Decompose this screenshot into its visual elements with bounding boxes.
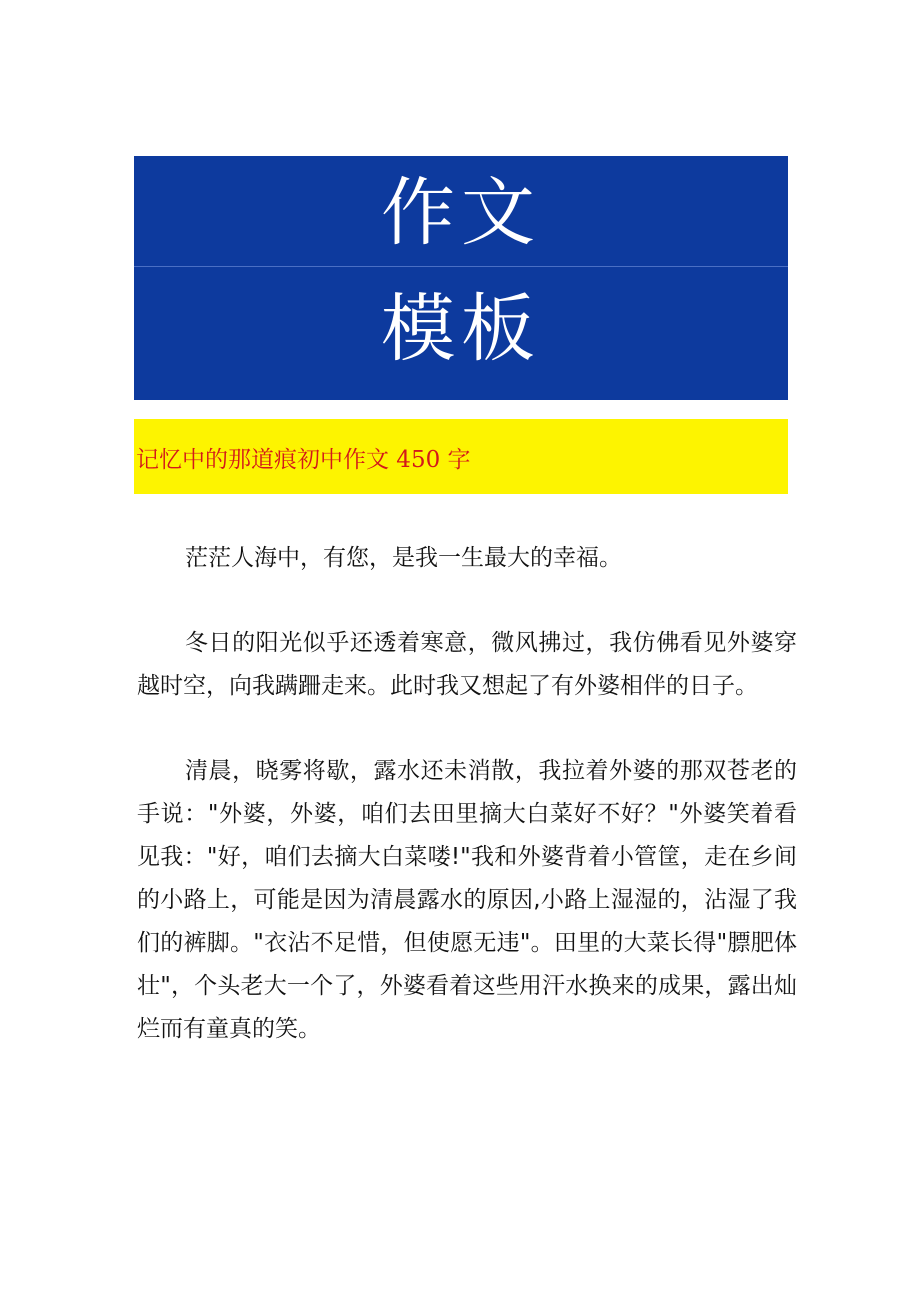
banner-title-line-2: 模板 (381, 286, 541, 372)
paragraph-1: 茫茫人海中，有您，是我一生最大的幸福。 (185, 545, 622, 571)
article-body (137, 537, 797, 1093)
paragraph-2: 冬日的阳光似乎还透着寒意，微风拂过，我仿佛看见外婆穿越时空，向我蹒跚走来。此时我又想起了有外婆相伴的日子。 (137, 630, 797, 699)
paragraph-3: 清晨，晓雾将歇，露水还未消散，我拉着外婆的那双苍老的手说："外婆，外婆，咱们去田里摘大白菜好不好？"外婆笑着看见我："好，咱们去摘大白菜喽!"我和外婆背着小管筐，走在乡间的小路上，可能是因为清晨露水的原因,小路上湿湿的，沾湿了我们的裤脚。"衣沾不足惜，但使愿无违"。田里的大菜长得"膘肥体壮"，个头老大一个了，外婆看着这些用汗水换来的成果，露出灿烂而有童真的笑。 (137, 758, 797, 1042)
title-banner (134, 156, 788, 400)
subtitle-bar (134, 419, 788, 494)
article-title: 记忆中的那道痕初中作文 450 字 (136, 447, 471, 473)
banner-divider (134, 266, 788, 267)
banner-title-line-1: 作文 (381, 170, 541, 256)
